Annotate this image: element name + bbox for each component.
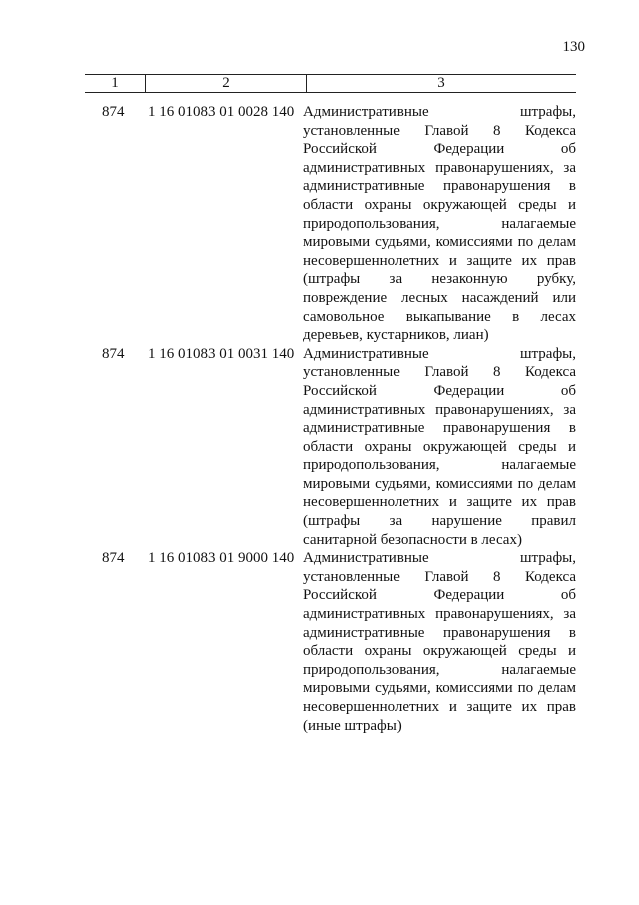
name-line: административных правонарушениях, за (303, 401, 576, 418)
admin-code: 874 (102, 104, 125, 120)
name-line: установленные Главой 8 Кодекса (303, 364, 576, 381)
name-line: области охраны окружающей среды и (303, 196, 576, 213)
budget-code: 1 16 01083 01 0028 140 (148, 104, 295, 120)
table-row (85, 345, 576, 550)
name-line: мировыми судьями, комиссиями по делам (303, 475, 576, 492)
name-line: несовершеннолетних и защите их прав (303, 699, 576, 715)
name-line: Российской Федерации об (303, 382, 576, 399)
name-line: Административные штрафы, (303, 550, 576, 567)
name-line: (штрафы за нарушение правил (303, 513, 576, 530)
name-line: Российской Федерации об (303, 587, 576, 604)
name-line: природопользования, налагаемые (303, 661, 576, 678)
name-line: установленные Главой 8 Кодекса (303, 568, 576, 585)
admin-code: 874 (102, 550, 125, 567)
name-line: самовольное выкапывание в лесах (303, 308, 576, 325)
admin-code: 874 (102, 345, 125, 362)
name-line: административных правонарушениях, за (303, 159, 576, 176)
budget-code: 1 16 01083 01 9000 140 (148, 550, 295, 567)
name-line: административных правонарушениях, за (303, 606, 576, 623)
revenue-name (303, 345, 576, 550)
table-header (85, 74, 576, 93)
page-number: 130 (562, 39, 585, 55)
header-col-2: 2 (145, 75, 307, 92)
name-line: несовершеннолетних и защите их прав (303, 494, 576, 511)
name-line: административные правонарушения в (303, 624, 576, 641)
name-line: области охраны окружающей среды и (303, 438, 576, 455)
name-line: Административные штрафы, (303, 345, 576, 362)
name-line: несовершеннолетних и защите их прав (303, 252, 576, 269)
table-body (85, 103, 576, 735)
name-line: (иные штрафы) (303, 717, 402, 734)
budget-code: 1 16 01083 01 0031 140 (148, 345, 295, 362)
header-col-1: 1 (111, 75, 119, 91)
name-line: санитарной безопасности в лесах) (303, 531, 522, 548)
name-line: повреждение лесных насаждений или (303, 289, 576, 306)
name-line: мировыми судьями, комиссиями по делам (303, 680, 576, 697)
name-line: деревьев, кустарников, лиан) (303, 327, 489, 344)
name-line: Российской Федерации об (303, 141, 576, 158)
table-row (85, 549, 576, 735)
name-line: административные правонарушения в (303, 420, 576, 437)
name-line: административные правонарушения в (303, 178, 576, 195)
name-line: области охраны окружающей среды и (303, 643, 576, 660)
revenue-name (303, 103, 576, 345)
table-row (85, 103, 576, 345)
name-line: природопользования, налагаемые (303, 215, 576, 232)
name-line: (штрафы за незаконную рубку, (303, 271, 576, 288)
name-line: установленные Главой 8 Кодекса (303, 122, 576, 139)
header-col-3: 3 (437, 75, 445, 91)
name-line: природопользования, налагаемые (303, 457, 576, 474)
name-line: мировыми судьями, комиссиями по делам (303, 234, 576, 251)
name-line: Административные штрафы, (303, 104, 576, 120)
revenue-name (303, 549, 576, 735)
